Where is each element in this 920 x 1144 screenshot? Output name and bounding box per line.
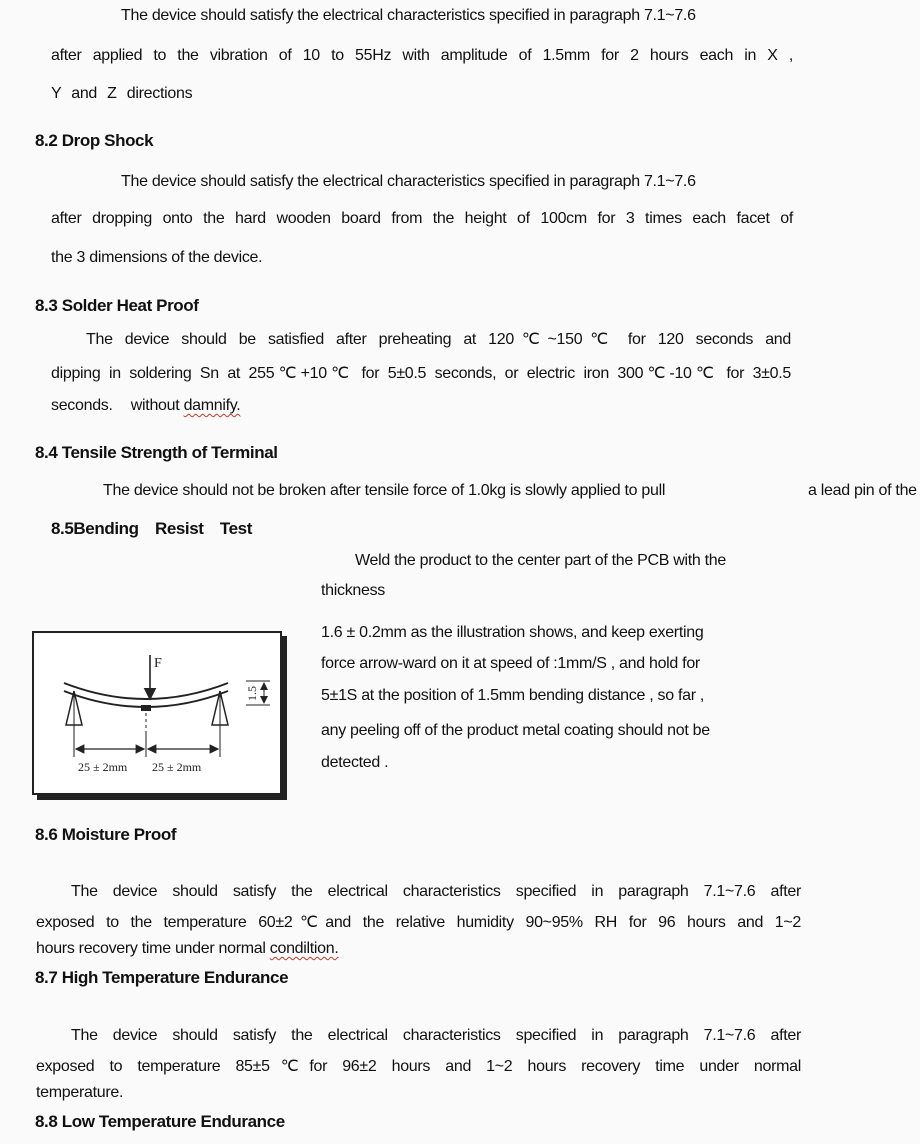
bending-test-figure: [32, 631, 282, 795]
s82-line2: after dropping onto the hard wooden board from the height of 100cm for 3 times each facet of: [51, 210, 793, 227]
s86-line1: The device should satisfy the electrical characteristics specified in paragraph 7.1~7.6 after: [71, 883, 801, 900]
s83-line2: dipping in soldering Sn at 255℃+10℃ for 5±0.5 seconds, or electric iron 300℃-10℃ for 3±0.5: [51, 365, 791, 382]
s84-line1: The device should not be broken after tensile force of 1.0kg is slowly applied to pull: [103, 482, 666, 499]
s85-heading: 8.5Bending Resist Test: [51, 519, 252, 538]
s81-line1: The device should satisfy the electrical characteristics specified in paragraph 7.1~7.6: [121, 7, 696, 24]
s82-heading: 8.2 Drop Shock: [35, 131, 154, 150]
s83-heading: 8.3 Solder Heat Proof: [35, 296, 199, 315]
s83-line3b: without: [130, 397, 180, 414]
s87-line2: exposed to temperature 85±5℃for 96±2 hours and 1~2 hours recovery time under normal: [36, 1058, 801, 1075]
product-chip: [141, 705, 151, 711]
force-label: F: [154, 656, 162, 671]
s83-line3a: seconds.: [51, 397, 113, 414]
s85-line7: detected .: [321, 754, 389, 771]
s87-line3: temperature.: [36, 1084, 124, 1101]
s85-line1: Weld the product to the center part of the PCB with the: [355, 552, 726, 569]
s83-line3c: damnify.: [183, 397, 241, 414]
s85-line2: thickness: [321, 582, 385, 599]
s88-heading: 8.8 Low Temperature Endurance: [35, 1112, 285, 1131]
s85-line5: 5±1S at the position of 1.5mm bending distance , so far ,: [321, 687, 705, 704]
s81-line3: Y and Z directions: [51, 85, 193, 102]
deflection-label: 1.5: [245, 686, 259, 701]
s85-line6: any peeling off of the product metal coating should not be: [321, 722, 710, 739]
s84-heading: 8.4 Tensile Strength of Terminal: [35, 443, 278, 462]
s87-heading: 8.7 High Temperature Endurance: [35, 968, 289, 987]
s86-line3b: condiltion.: [269, 940, 339, 957]
s87-line1: The device should satisfy the electrical characteristics specified in paragraph 7.1~7.6 after: [71, 1027, 801, 1044]
s86-line3a: hours recovery time under normal: [36, 940, 266, 957]
s86-line3: [36, 940, 339, 958]
s83-line1: The device should be satisfied after preheating at 120℃~150℃ for 120 seconds and: [86, 331, 791, 348]
pcb-top-edge: [64, 683, 228, 699]
s85-line3: 1.6 ± 0.2mm as the illustration shows, and keep exerting: [321, 624, 704, 641]
dim-left-label: 25 ± 2mm: [78, 760, 128, 774]
s83-line3: [51, 397, 240, 415]
s81-line2: after applied to the vibration of 10 to 55Hz with amplitude of 1.5mm for 2 hours each in X ,: [51, 47, 793, 64]
s82-line3: the 3 dimensions of the device.: [51, 249, 263, 266]
dim-right-label: 25 ± 2mm: [152, 760, 202, 774]
s82-line1: The device should satisfy the electrical characteristics specified in paragraph 7.1~7.6: [121, 173, 696, 190]
s85-line4: force arrow-ward on it at speed of :1mm/S , and hold for: [321, 655, 700, 672]
s86-line2: exposed to the temperature 60±2℃and the relative humidity 90~95% RH for 96 hours and 1~2: [36, 914, 801, 931]
s86-heading: 8.6 Moisture Proof: [35, 825, 177, 844]
bending-diagram: [34, 633, 280, 793]
s84-line1-overflow: a lead pin of the: [808, 482, 917, 499]
